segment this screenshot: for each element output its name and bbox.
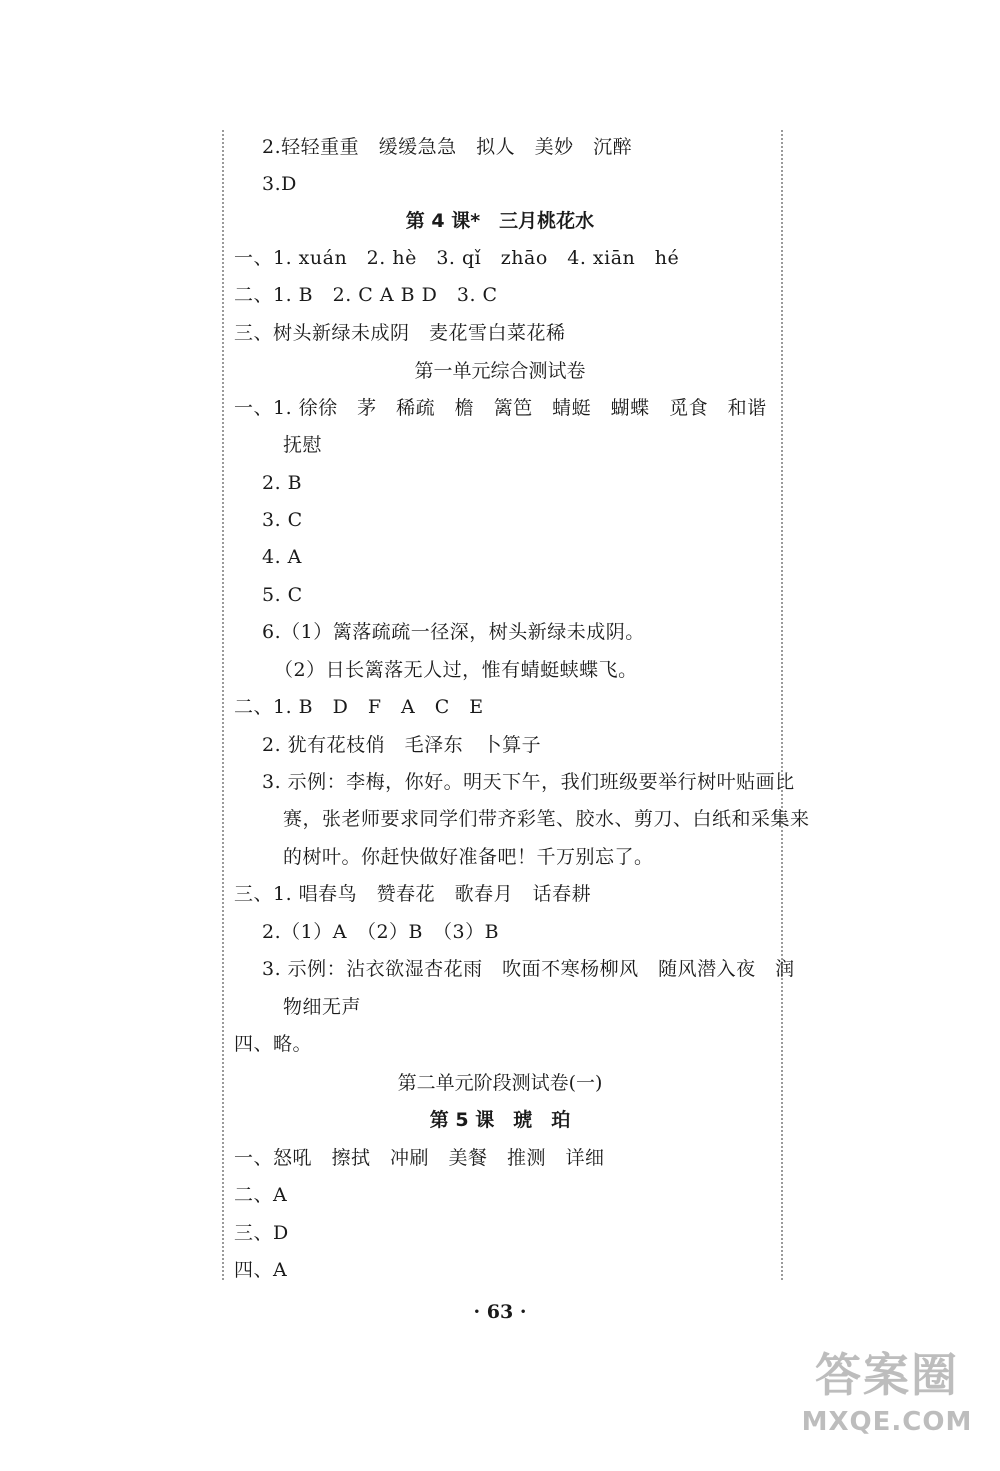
answer-line: 2. 犹有花枝俏 毛泽东 卜算子 [262, 734, 542, 756]
watermark-sub-text: MXQE.COM [801, 1407, 973, 1437]
answer-line: 二、1. B D F A C E [234, 696, 484, 718]
answer-line: 四、略。 [234, 1033, 313, 1055]
answer-line: 3.D [262, 173, 297, 195]
answer-line: 三、D [234, 1222, 289, 1244]
page-number: · 63 · [473, 1301, 527, 1323]
section-title-lesson-4: 第 4 课* 三月桃花水 [405, 210, 595, 232]
section-title-unit-1-test: 第一单元综合测试卷 [414, 360, 586, 382]
answer-line: 赛，张老师要求同学们带齐彩笔、胶水、剪刀、白纸和采集来 [283, 808, 810, 830]
answer-line: 2. B [262, 472, 303, 494]
answer-line: 一、1. 徐徐 茅 稀疏 檐 篱笆 蜻蜓 蝴蝶 觅食 和谐 [234, 397, 767, 419]
watermark-logo [792, 1345, 982, 1455]
answer-line: 的树叶。你赶快做好准备吧！千万别忘了。 [283, 846, 654, 868]
answer-line: 二、A [234, 1184, 288, 1206]
answer-line: 2.轻轻重重 缓缓急急 拟人 美妙 沉醉 [262, 136, 633, 158]
section-title-unit-2-test: 第二单元阶段测试卷(一) [397, 1072, 603, 1094]
answer-line: 3. 示例：李梅，你好。明天下午，我们班级要举行树叶贴画比 [262, 771, 795, 793]
answer-line: 二、1. B 2. C A B D 3. C [234, 284, 498, 306]
answer-line: 物细无声 [283, 996, 362, 1018]
answer-line: 三、树头新绿未成阴 麦花雪白菜花稀 [234, 322, 566, 344]
answer-line: 2.（1）A （2）B （3）B [262, 921, 500, 943]
answer-line: 抚慰 [283, 434, 323, 456]
section-title-lesson-5: 第 5 课 琥 珀 [429, 1109, 571, 1131]
answer-line: 3. C [262, 509, 303, 531]
answer-line: 3. 示例：沾衣欲湿杏花雨 吹面不寒杨柳风 随风潜入夜 润 [262, 958, 795, 980]
answer-line: 4. A [262, 546, 302, 568]
answer-line: （2）日长篱落无人过，惟有蜻蜓蛱蝶飞。 [274, 659, 638, 681]
answer-line: 一、1. xuán 2. hè 3. qǐ zhāo 4. xiān hé [234, 247, 680, 269]
answer-line: 6.（1）篱落疏疏一径深，树头新绿未成阴。 [262, 621, 645, 643]
answer-line: 四、A [234, 1259, 288, 1281]
answer-line: 一、怒吼 擦拭 冲刷 美餐 推测 详细 [234, 1147, 605, 1169]
watermark-main-text: 答案圈 [815, 1348, 959, 1402]
answer-line: 5. C [262, 584, 303, 606]
answer-line: 三、1. 唱春鸟 赞春花 歌春月 话春耕 [234, 883, 592, 905]
